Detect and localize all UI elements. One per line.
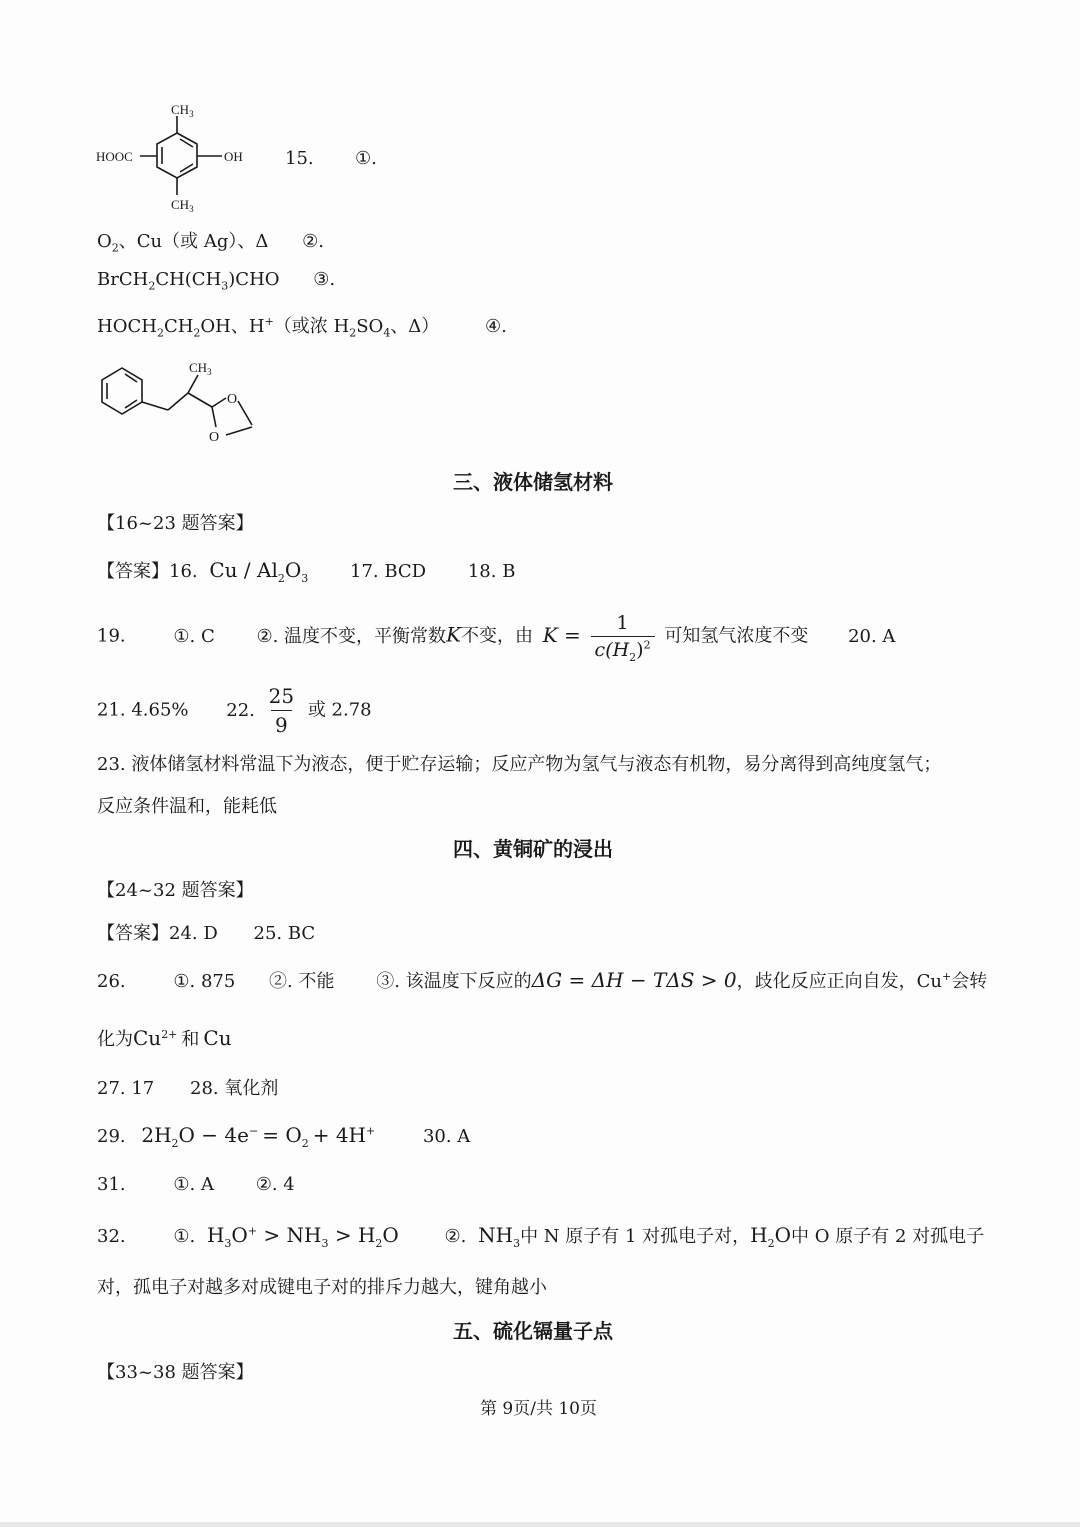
svg-text:CH3: $CH_3$ [171,102,194,119]
oxygen-label-2: O [209,430,220,445]
answer-23-line1: 23. 液体储氢材料常温下为液态，便于贮存运输；反应产物为氢气与液态有机物，易分离得到高纯度氢气； [97,754,942,775]
hooc-label: HOOC [96,149,133,164]
q15-mark1: ①. [355,148,377,169]
ch3-top-label: CH [171,102,190,117]
section5-title: 五、硫化镉量子点 [453,1319,613,1343]
section3-title: 三、液体储氢材料 [453,470,613,494]
ch3-bottom-label: CH [171,197,190,212]
oxygen-label-1: O [227,392,238,407]
page-footer: 第 9页/共 10页 [480,1399,597,1419]
answers-24-25: 【答案】24. D 25. BC [97,923,316,944]
benzoic-acid-structure [92,100,262,220]
answers-27-28: 27. 17 28. 氧化剂 [97,1078,279,1099]
section5-range: 【33~38 题答案】 [97,1362,254,1383]
ch3-label: CH [189,360,208,375]
answer-32-line2: 对，孤电子对越多对成键电子对的排斥力越大，键角越小 [97,1277,547,1298]
q15-line3: $BrCH_2CH(CH_3)CHO$ ③. [97,269,336,293]
oh-label: OH [224,149,243,164]
answer-19: 19. ①. C ②. 温度不变，平衡常数K不变，由 K = $\frac{1}{c(H_2)^2}$ 可知氢气浓度不变 20. A [97,612,896,664]
answers-21-22: 21. 4.65% 22. $\frac{25}{9}$ 或 2.78 [97,684,372,737]
section4-title: 四、黄铜矿的浸出 [453,837,613,861]
section3-range: 【16~23 题答案】 [97,513,254,534]
answer-26-line2: 化为$Cu^{2+}$ 和 Cu [97,1026,232,1050]
svg-text:CH3: $CH_3$ [171,197,194,214]
dioxolane-structure [96,355,276,450]
answer-32-line1: 32. ①. $H_3O^+ > NH_3 > H_2O$ ②. $NH_3$中 N 原子有 1 对孤电子对，$H_2O$中 O 原子有 2 对孤电子 [97,1223,985,1250]
answer-31: 31. ①. A ②. 4 [97,1174,295,1195]
answers-16-18: 【答案】16. Cu / $Al_2O_3$ 17. BCD 18. B [97,558,516,585]
q15-label: 15. [285,148,314,169]
bottom-edge [0,1522,1080,1527]
answers-29-30: 29. $2H_2O - 4e^- = O_2 + 4H^+$ 30. A [97,1123,471,1150]
answer-23-line2: 反应条件温和，能耗低 [97,796,277,817]
svg-text:CH3: $CH_3$ [189,360,212,377]
section4-range: 【24~32 题答案】 [97,880,254,901]
q15-line4: $HOCH_2CH_2OH$、H+（或浓 $H_2SO_4$、Δ） ④. [97,315,507,340]
answer-26-line1: 26. ①. 875 ②. 不能 ③. 该温度下反应的ΔG = ΔH − TΔS > 0，歧化反应正向自发，Cu+会转 [97,968,988,992]
q15-line2: $O_2$、Cu（或 Ag）、Δ ②. [97,231,324,255]
